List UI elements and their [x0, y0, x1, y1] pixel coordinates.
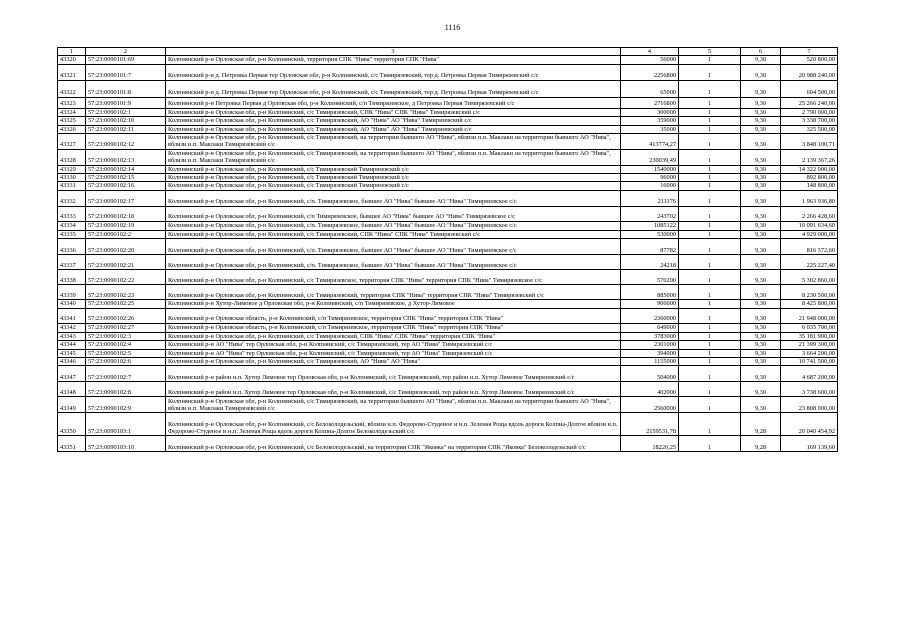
row-number-cell: 43348 — [58, 382, 86, 397]
rate-cell: 9,30 — [741, 108, 781, 116]
address-cell: Колпнянский р-н Орловская обл, р-н Колпнянский, с/с Тимирязевское, территория СПК "Нива" территория СПК "Нива" Тимирязевское с/с — [166, 270, 621, 285]
cadastral-number-cell: 57:23:0090102:18 — [86, 206, 166, 221]
address-cell: Колпнянский р-н Орловская обл, р-н Колпнянский, с/с Тимирязевский Тимирязевский с/с — [166, 165, 621, 173]
quantity-cell: 1 — [679, 80, 741, 97]
area-cell: 2301000 — [621, 341, 679, 349]
cadastral-number-cell: 57:23:0090101:8 — [86, 80, 166, 97]
cadastral-number-cell: 57:23:0090102:21 — [86, 255, 166, 270]
row-number-cell: 43326 — [58, 125, 86, 133]
table-row — [58, 125, 838, 133]
address-cell: Колпнянский р-н Орловская обл, р-н Колпнянский, с/п. Тимирязевское, бывшее АО "Нива" бывшее АО "Нива" Тимирязевское с/с — [166, 255, 621, 270]
address-cell: Колпнянский р-н Орловская обл, р-н Колпнянский, с/с Тимирязевский Тимирязевский с/с — [166, 174, 621, 182]
value-cell: 3 338 700,00 — [781, 117, 838, 125]
table-row — [58, 366, 838, 382]
table-row — [58, 149, 838, 165]
value-cell: 20 040 454,92 — [781, 413, 838, 436]
address-cell: Колпнянский р-н Орловская обл, р-н Колпнянский, с/с Тимирязевский, СПК "Нива" СПК "Нива" территория СПК "Нива" — [166, 332, 621, 340]
rate-cell: 9,30 — [741, 56, 781, 64]
area-cell: 230039,49 — [621, 149, 679, 165]
row-number-cell: 43325 — [58, 117, 86, 125]
value-cell: 2 139 367,26 — [781, 149, 838, 165]
rate-cell: 9,30 — [741, 332, 781, 340]
value-cell: 23 808 000,00 — [781, 397, 838, 413]
rate-cell: 9,30 — [741, 300, 781, 308]
quantity-cell: 1 — [679, 206, 741, 221]
value-cell: 21 399 300,00 — [781, 341, 838, 349]
value-cell: 892 800,00 — [781, 174, 838, 182]
header-cell: 5 — [679, 48, 741, 56]
row-number-cell: 43333 — [58, 206, 86, 221]
address-cell: Колпнянский р-н Орловская обл, р-н Колпнянский, с/п. Тимирязевское, бывшее АО "Нива" бывшее АО "Нива" Тимирязевское с/с — [166, 239, 621, 255]
row-number-cell: 43322 — [58, 80, 86, 97]
row-number-cell: 43351 — [58, 436, 86, 452]
quantity-cell: 1 — [679, 125, 741, 133]
cadastral-number-cell: 57:23:0090102:16 — [86, 182, 166, 190]
rate-cell: 9,30 — [741, 382, 781, 397]
row-number-cell: 43349 — [58, 397, 86, 413]
area-cell: 2159531,78 — [621, 413, 679, 436]
value-cell: 816 372,60 — [781, 239, 838, 255]
area-cell: 413774,27 — [621, 134, 679, 150]
table-row — [58, 190, 838, 206]
address-cell: Колпнянский р-н Орловская обл, р-н Колпнянский, территория СПК "Нива" территория СПК "Нива" — [166, 56, 621, 64]
address-cell: Колпнянский р-н Орловская обл, р-н Колпнянский, с/п. Тимирязевское, бывшее АО "Нива" бывшее АО "Нива" Тимирязевское с/с — [166, 190, 621, 206]
cadastral-number-cell: 57:23:0090102:5 — [86, 349, 166, 357]
table-row — [58, 285, 838, 300]
row-number-cell: 43339 — [58, 285, 86, 300]
area-cell: 18226,25 — [621, 436, 679, 452]
quantity-cell: 1 — [679, 97, 741, 108]
table-row — [58, 349, 838, 357]
value-cell: 4 929 000,00 — [781, 230, 838, 238]
table-row — [58, 357, 838, 365]
row-number-cell: 43330 — [58, 174, 86, 182]
area-cell: 243702 — [621, 206, 679, 221]
cadastral-number-cell: 57:23:0090102:15 — [86, 174, 166, 182]
table-row — [58, 255, 838, 270]
rate-cell: 9,30 — [741, 221, 781, 230]
header-cell: 2 — [86, 48, 166, 56]
quantity-cell: 1 — [679, 366, 741, 382]
quantity-cell: 1 — [679, 270, 741, 285]
row-number-cell: 43347 — [58, 366, 86, 382]
quantity-cell: 1 — [679, 239, 741, 255]
header-cell: 1 — [58, 48, 86, 56]
quantity-cell: 1 — [679, 341, 741, 349]
rate-cell: 9,30 — [741, 174, 781, 182]
rate-cell: 9,30 — [741, 230, 781, 238]
area-cell: 402000 — [621, 382, 679, 397]
area-cell: 885000 — [621, 285, 679, 300]
area-cell: 530000 — [621, 230, 679, 238]
header-cell: 3 — [166, 48, 621, 56]
area-cell: 35000 — [621, 125, 679, 133]
rate-cell: 9,30 — [741, 190, 781, 206]
area-cell: 300000 — [621, 108, 679, 116]
area-cell: 96000 — [621, 174, 679, 182]
area-cell: 24218 — [621, 255, 679, 270]
rate-cell: 9,30 — [741, 349, 781, 357]
cadastral-number-cell: 57:23:0090102:23 — [86, 285, 166, 300]
value-cell: 2 266 428,60 — [781, 206, 838, 221]
area-cell: 16000 — [621, 182, 679, 190]
value-cell: 6 035 700,00 — [781, 323, 838, 332]
table-row — [58, 165, 838, 173]
rate-cell: 9,30 — [741, 397, 781, 413]
cadastral-number-cell: 57:23:0090102:11 — [86, 125, 166, 133]
cadastral-number-cell: 57:23:0090103:1 — [86, 413, 166, 436]
table-row — [58, 382, 838, 397]
quantity-cell: 1 — [679, 349, 741, 357]
row-number-cell: 43343 — [58, 332, 86, 340]
area-cell: 359000 — [621, 117, 679, 125]
quantity-cell: 1 — [679, 413, 741, 436]
address-cell: Колпнянский р-н Орловская обл, р-н Колпнянский, с/с Тимирязевский, на территории бывшего АО "Нива", вблизи н.п. Маклаки на территории бывшего АО "Нива", вблизи н.п. Маклаки Тимирязевский с/с — [166, 134, 621, 150]
row-number-cell: 43334 — [58, 221, 86, 230]
header-cell: 4 — [621, 48, 679, 56]
table-row — [58, 332, 838, 340]
table-row — [58, 308, 838, 323]
area-cell: 2560000 — [621, 397, 679, 413]
area-cell: 56000 — [621, 56, 679, 64]
quantity-cell: 1 — [679, 56, 741, 64]
cadastral-number-cell: 57:23:0090101:7 — [86, 64, 166, 80]
address-cell: Колпнянский р-н Орловская обл, р-н Колпнянский, с/с Тимирязевский, СПК "Нива" СПК "Нива" Тимирязевский с/с — [166, 230, 621, 238]
area-cell: 504000 — [621, 366, 679, 382]
address-cell: Колпнянский р-н Орловская обл, р-н Колпнянский, с/с Тимирязевский Тимирязевский с/с — [166, 182, 621, 190]
header-cell: 7 — [781, 48, 838, 56]
table-row — [58, 64, 838, 80]
area-cell: 2256800 — [621, 64, 679, 80]
rate-cell: 9,30 — [741, 239, 781, 255]
area-cell: 87782 — [621, 239, 679, 255]
row-number-cell: 43320 — [58, 56, 86, 64]
quantity-cell: 1 — [679, 382, 741, 397]
value-cell: 8 425 800,00 — [781, 300, 838, 308]
value-cell: 3 738 600,00 — [781, 382, 838, 397]
address-cell: Колпнянский р-н Орловская обл, р-н Колпнянский, с/с Тимирязевский, на территории бывшего АО "Нива", вблизи н.п. Маклаки на территории бывшего АО "Нива", вблизи н.п. Маклаки Тимирязевский с/с — [166, 149, 621, 165]
value-cell: 604 500,00 — [781, 80, 838, 97]
area-cell: 394000 — [621, 349, 679, 357]
address-cell: Колпнянский р-н Орловская обл, р-н Колпнянский, с/с Тимирязевский, СПК "Нива" СПК "Нива" Тимирязевский с/с — [166, 108, 621, 116]
row-number-cell: 43323 — [58, 97, 86, 108]
rate-cell: 9,30 — [741, 270, 781, 285]
rate-cell: 9,30 — [741, 285, 781, 300]
address-cell: Колпнянский р-н Орловская область, р-н Колпнянский, с/п Тимирязевское, территория СПК "Нива" территория СПК "Нива" — [166, 308, 621, 323]
table-row — [58, 323, 838, 332]
area-cell: 211176 — [621, 190, 679, 206]
table-row — [58, 239, 838, 255]
row-number-cell: 43332 — [58, 190, 86, 206]
table-row — [58, 117, 838, 125]
value-cell: 3 848 100,71 — [781, 134, 838, 150]
cadastral-number-cell: 57:23:0090102:14 — [86, 165, 166, 173]
cadastral-number-cell: 57:23:0090102:26 — [86, 308, 166, 323]
area-cell: 1540000 — [621, 165, 679, 173]
table-body — [58, 56, 838, 452]
quantity-cell: 1 — [679, 255, 741, 270]
rate-cell: 9,30 — [741, 366, 781, 382]
value-cell: 520 800,00 — [781, 56, 838, 64]
value-cell: 325 500,00 — [781, 125, 838, 133]
address-cell: Колпнянский р-н д. Петровка Первая тер Орловская обл, р-н Колпнянский, с/с Тимирязевский, тер д. Петровка Первая Тимирязевский с/с — [166, 64, 621, 80]
cadastral-number-cell: 57:23:0090102:6 — [86, 357, 166, 365]
rate-cell: 9,28 — [741, 436, 781, 452]
table-header-row — [58, 48, 838, 56]
row-number-cell: 43329 — [58, 165, 86, 173]
cadastral-number-cell: 57:23:0090102:25 — [86, 300, 166, 308]
quantity-cell: 1 — [679, 300, 741, 308]
row-number-cell: 43340 — [58, 300, 86, 308]
rate-cell: 9,30 — [741, 357, 781, 365]
table-row — [58, 221, 838, 230]
address-cell: Колпнянский р-н Орловская обл, р-н Колпнянский, с/с Белоколодезьский, вблизи н.п. Федорово-Студеное и н.п. Зеленая Роща вдоль дороги Колпна-Долгое вблизи н.п. Федорово-Студеное и н.п. Зеленая Роща вдоль дороги Колпна-Долгое Белоколодезьский с/с — [166, 413, 621, 436]
quantity-cell: 1 — [679, 174, 741, 182]
address-cell: Колпнянский р-н Орловская обл, р-н Колпнянский, с/п. Тимирязевское, бывшее АО "Нива" бывшее АО "Нива" Тимирязевское с/с — [166, 221, 621, 230]
value-cell: 10 091 634,60 — [781, 221, 838, 230]
cadastral-number-cell: 57:23:0090102:12 — [86, 134, 166, 150]
cadastral-number-cell: 57:23:0090102:1 — [86, 108, 166, 116]
address-cell: Колпнянский р-н Орловская обл, р-н Колпнянский, с/с Тимирязевский, АО "Нива" АО "Нива" Тимирязевский с/с — [166, 125, 621, 133]
value-cell: 5 302 860,00 — [781, 270, 838, 285]
table-row — [58, 230, 838, 238]
cadastral-number-cell: 57:23:0090102:8 — [86, 382, 166, 397]
row-number-cell: 43344 — [58, 341, 86, 349]
page-number: 1116 — [444, 23, 461, 32]
rate-cell: 9,28 — [741, 413, 781, 436]
area-cell: 2716800 — [621, 97, 679, 108]
quantity-cell: 1 — [679, 308, 741, 323]
value-cell: 4 687 200,00 — [781, 366, 838, 382]
row-number-cell: 43337 — [58, 255, 86, 270]
rate-cell: 9,30 — [741, 255, 781, 270]
quantity-cell: 1 — [679, 134, 741, 150]
value-cell: 35 181 900,00 — [781, 332, 838, 340]
row-number-cell: 43328 — [58, 149, 86, 165]
table-row — [58, 413, 838, 436]
quantity-cell: 1 — [679, 357, 741, 365]
cadastral-number-cell: 57:23:0090102:3 — [86, 332, 166, 340]
area-cell: 3783000 — [621, 332, 679, 340]
table-row — [58, 134, 838, 150]
address-cell: Колпнянский р-н Орловская обл, р-н Колпнянский, с/с Тимирязевский, АО "Нива" АО "Нива" — [166, 357, 621, 365]
address-cell: Колпнянский р-н район н.п. Хутор Лимовое тер Орловская обл, р-н Колпнянский, с/с Тимирязевский, тер район н.п. Хутор Лимовое Тимирязевский с/с — [166, 366, 621, 382]
quantity-cell: 1 — [679, 436, 741, 452]
cadastral-number-cell: 57:23:0090102:7 — [86, 366, 166, 382]
value-cell: 10 741 500,00 — [781, 357, 838, 365]
value-cell: 169 139,60 — [781, 436, 838, 452]
cadastral-number-cell: 57:23:0090102:22 — [86, 270, 166, 285]
quantity-cell: 1 — [679, 332, 741, 340]
address-cell: Колпнянский р-н Орловская обл, р-н Колпнянский, с/с Тимирязевский, территория СПК "Нива" территория СПК "Нива" Тимирязевский с/с — [166, 285, 621, 300]
table-row — [58, 206, 838, 221]
quantity-cell: 1 — [679, 397, 741, 413]
table-row — [58, 97, 838, 108]
address-cell: Колпнянский р-н Орловская обл, р-н Колпнянский, с/с Белоколодезьский, на территории СПК "Яковка" на территории СПК "Яковка" Белоколодезьский с/с — [166, 436, 621, 452]
area-cell: 65000 — [621, 80, 679, 97]
rate-cell: 9,30 — [741, 308, 781, 323]
quantity-cell: 1 — [679, 323, 741, 332]
cadastral-number-cell: 57:23:0090102:17 — [86, 190, 166, 206]
value-cell: 148 800,00 — [781, 182, 838, 190]
table-row — [58, 341, 838, 349]
value-cell: 8 230 500,00 — [781, 285, 838, 300]
area-cell: 906000 — [621, 300, 679, 308]
row-number-cell: 43324 — [58, 108, 86, 116]
row-number-cell: 43338 — [58, 270, 86, 285]
row-number-cell: 43321 — [58, 64, 86, 80]
cadastral-number-cell: 57:23:0090101:9 — [86, 97, 166, 108]
cadastral-number-cell: 57:23:0090102:13 — [86, 149, 166, 165]
quantity-cell: 1 — [679, 149, 741, 165]
rate-cell: 9,30 — [741, 341, 781, 349]
row-number-cell: 43341 — [58, 308, 86, 323]
quantity-cell: 1 — [679, 182, 741, 190]
cadastral-number-cell: 57:23:0090102:9 — [86, 397, 166, 413]
value-cell: 1 963 936,80 — [781, 190, 838, 206]
address-cell: Колпнянский р-н д. Петровка Первая тер Орловская обл, р-н Колпнянский, с/с Тимирязевский, тер д. Петровка Первая Тимирязевский с/с — [166, 80, 621, 97]
area-cell: 1155000 — [621, 357, 679, 365]
address-cell: Колпнянский р-н АО "Нива" тер Орловская обл, р-н Колпнянский, с/с Тимирязевский, тер АО "Нива" Тимирязевский с/с — [166, 341, 621, 349]
address-cell: Колпнянский р-н Орловская область, р-н Колпнянский, с/п Тимирязевское, территория СПК "Нива" территория СПК "Нива" — [166, 323, 621, 332]
address-cell: Колпнянский р-н Орловская обл, р-н Колпнянский, с/п Тимирязевское, бывшее АО "Нива" бывшее АО "Нива" Тимирязевское с/с — [166, 206, 621, 221]
rate-cell: 9,30 — [741, 117, 781, 125]
table-row — [58, 300, 838, 308]
table-row — [58, 56, 838, 64]
area-cell: 1085122 — [621, 221, 679, 230]
rate-cell: 9,30 — [741, 149, 781, 165]
area-cell: 570200 — [621, 270, 679, 285]
cadastral-number-cell: 57:23:0090102:20 — [86, 239, 166, 255]
rate-cell: 9,30 — [741, 80, 781, 97]
rate-cell: 9,30 — [741, 134, 781, 150]
cadastral-table — [57, 47, 838, 452]
table-row — [58, 397, 838, 413]
row-number-cell: 43336 — [58, 239, 86, 255]
quantity-cell: 1 — [679, 117, 741, 125]
row-number-cell: 43350 — [58, 413, 86, 436]
quantity-cell: 1 — [679, 230, 741, 238]
row-number-cell: 43327 — [58, 134, 86, 150]
quantity-cell: 1 — [679, 108, 741, 116]
cadastral-number-cell: 57:23:0090102:4 — [86, 341, 166, 349]
rate-cell: 9,30 — [741, 323, 781, 332]
cadastral-number-cell: 57:23:0090102:27 — [86, 323, 166, 332]
quantity-cell: 1 — [679, 64, 741, 80]
rate-cell: 9,30 — [741, 206, 781, 221]
row-number-cell: 43335 — [58, 230, 86, 238]
table-row — [58, 174, 838, 182]
rate-cell: 9,30 — [741, 64, 781, 80]
rate-cell: 9,30 — [741, 182, 781, 190]
row-number-cell: 43346 — [58, 357, 86, 365]
cadastral-number-cell: 57:23:0090102:10 — [86, 117, 166, 125]
table-row — [58, 270, 838, 285]
row-number-cell: 43342 — [58, 323, 86, 332]
cadastral-number-cell: 57:23:0090103:10 — [86, 436, 166, 452]
address-cell: Колпнянский р-н АО "Нива" тер Орловская обл, р-н Колпнянский, с/с Тимирязевский, тер АО "Нива" Тимирязевский с/с — [166, 349, 621, 357]
row-number-cell: 43331 — [58, 182, 86, 190]
address-cell: Колпнянский р-н Орловская обл, р-н Колпнянский, с/с Тимирязевский, АО "Нива" АО "Нива" Тимирязевский с/с — [166, 117, 621, 125]
table-row — [58, 182, 838, 190]
table-row — [58, 108, 838, 116]
cadastral-number-cell: 57:23:0090102:19 — [86, 221, 166, 230]
value-cell: 25 266 240,00 — [781, 97, 838, 108]
area-cell: 649000 — [621, 323, 679, 332]
address-cell: Колпнянский р-н Орловская обл, р-н Колпнянский, с/с Тимирязевский, на территории бывшего АО "Нива", вблизи н.п. Маклаки на территории бывшего АО "Нива", вблизи н.п. Маклаки Тимирязевский с/с — [166, 397, 621, 413]
rate-cell: 9,30 — [741, 165, 781, 173]
value-cell: 2 790 000,00 — [781, 108, 838, 116]
cadastral-number-cell: 57:23:0090102:2 — [86, 230, 166, 238]
quantity-cell: 1 — [679, 165, 741, 173]
row-number-cell: 43345 — [58, 349, 86, 357]
value-cell: 14 322 000,00 — [781, 165, 838, 173]
address-cell: Колпнянский р-н район н.п. Хутор Лимовое тер Орловская обл, р-н Колпнянский, с/с Тимирязевский, тер район н.п. Хутор Лимовое Тимирязевский с/с — [166, 382, 621, 397]
value-cell: 21 948 000,00 — [781, 308, 838, 323]
table-row — [58, 436, 838, 452]
cadastral-number-cell: 57:23:0090101:69 — [86, 56, 166, 64]
rate-cell: 9,30 — [741, 97, 781, 108]
quantity-cell: 1 — [679, 221, 741, 230]
area-cell: 2360000 — [621, 308, 679, 323]
value-cell: 225 227,40 — [781, 255, 838, 270]
value-cell: 3 664 200,00 — [781, 349, 838, 357]
header-cell: 6 — [741, 48, 781, 56]
quantity-cell: 1 — [679, 190, 741, 206]
address-cell: Колпнянский р-н Петровка Первая д Орловская обл, р-н Колпнянский, с/п Тимирязевское, д Петровка Первая Тимирязевский с/с — [166, 97, 621, 108]
quantity-cell: 1 — [679, 285, 741, 300]
address-cell: Колпнянский р-н Хутор-Лимовое д Орловская обл, р-н Колпнянский, с/п Тимирязевское, д Хутор-Лимовое — [166, 300, 621, 308]
value-cell: 20 988 240,00 — [781, 64, 838, 80]
rate-cell: 9,30 — [741, 125, 781, 133]
table-row — [58, 80, 838, 97]
